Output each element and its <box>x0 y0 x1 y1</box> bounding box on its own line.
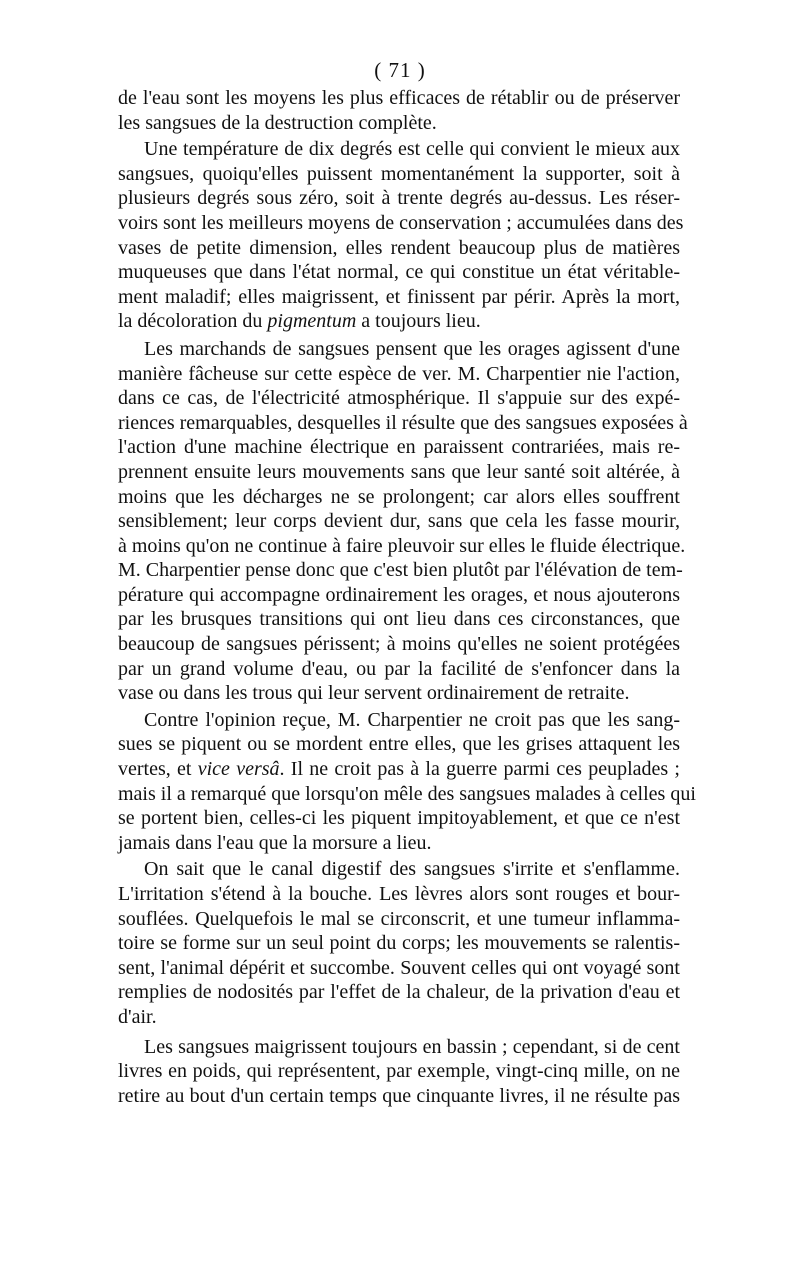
text-line: vases de petite dimension, elles rendent beaucoup plus de matières <box>118 236 680 259</box>
paragraph <box>118 86 680 135</box>
page-number: ( 71 ) <box>374 58 426 82</box>
text-line: Une température de dix degrés est celle qui convient le mieux aux <box>144 138 680 161</box>
text-line: sent, l'animal dépérit et succombe. Souvent celles qui ont voyagé sont <box>118 956 680 979</box>
text-line: pérature qui accompagne ordinairement les orages, et nous ajouterons <box>118 583 680 606</box>
text-line: se portent bien, celles-ci les piquent impitoyablement, et que ce n'est <box>118 807 680 830</box>
text-line: d'air. <box>118 1005 157 1028</box>
text-line: toire se forme sur un seul point du corps; les mouvements se ralentis- <box>118 932 680 955</box>
text-line: mais il a remarqué que lorsqu'on mêle des sangsues malades à celles qui <box>118 782 696 805</box>
text-line: Les sangsues maigrissent toujours en bassin ; cependant, si de cent <box>144 1035 680 1058</box>
text-line: souflées. Quelquefois le mal se circonscrit, et une tumeur inflamma- <box>118 907 680 930</box>
text-line: moins que les décharges ne se prolongent; car alors elles souffrent <box>118 485 680 508</box>
text-line: Contre l'opinion reçue, M. Charpentier ne croit pas que les sang- <box>144 708 680 731</box>
text-line: manière fâcheuse sur cette espèce de ver. M. Charpentier nie l'action, <box>118 362 680 385</box>
text-line: remplies de nodosités par l'effet de la chaleur, de la privation d'eau et <box>118 981 680 1004</box>
paragraph <box>118 1035 680 1109</box>
paragraph <box>118 708 696 856</box>
body-text <box>118 86 696 1108</box>
text-line: dans ce cas, de l'électricité atmosphérique. Il s'appuie sur des expé- <box>118 387 680 410</box>
paragraph <box>118 857 680 1029</box>
text-line: les sangsues de la destruction complète. <box>118 111 437 134</box>
text-line: retire au bout d'un certain temps que cinquante livres, il ne résulte pas <box>118 1084 680 1107</box>
text-line: par les brusques transitions qui ont lieu dans ces circonstances, que <box>118 608 680 631</box>
text-line: plusieurs degrés sous zéro, soit à trente degrés au-dessus. Les réser- <box>118 187 680 210</box>
text-line: vertes, et vice versâ. Il ne croit pas à la guerre parmi ces peuplades ; <box>118 758 680 781</box>
text-line: sensiblement; leur corps devient dur, sans que cela les fasse mourir, <box>118 510 680 533</box>
text-line: muqueuses que dans l'état normal, ce qui constitue un état véritable- <box>118 261 680 284</box>
text-line: Les marchands de sangsues pensent que les orages agissent d'une <box>144 337 680 360</box>
text-line: à moins qu'on ne continue à faire pleuvoir sur elles le fluide électrique. <box>118 534 686 557</box>
text-line: de l'eau sont les moyens les plus efficaces de rétablir ou de préserver <box>118 87 680 109</box>
text-line: ment maladif; elles maigrissent, et finissent par périr. Après la mort, <box>118 285 680 308</box>
text-line: par un grand volume d'eau, ou par la facilité de s'enfoncer dans la <box>118 657 680 680</box>
paragraph <box>118 137 684 334</box>
text-line: riences remarquables, desquelles il résulte que des sangsues exposées à <box>118 411 688 434</box>
text-line: M. Charpentier pense donc que c'est bien plutôt par l'élévation de tem- <box>118 559 683 582</box>
text-line: On sait que le canal digestif des sangsues s'irrite et s'enflamme. <box>144 858 680 881</box>
text-line: voirs sont les meilleurs moyens de conservation ; accumulées dans des <box>118 211 684 234</box>
text-line: l'action d'une machine électrique en paraissent contrariées, mais re- <box>118 436 680 459</box>
text-line: beaucoup de sangsues périssent; à moins qu'elles ne soient protégées <box>118 633 680 656</box>
text-line: sangsues, quoiqu'elles puissent momentanément la supporter, soit à <box>118 162 680 185</box>
text-line: jamais dans l'eau que la morsure a lieu. <box>118 831 432 854</box>
text-line: vase ou dans les trous qui leur servent ordinairement de retraite. <box>118 682 630 705</box>
paragraph <box>118 337 688 706</box>
text-line: la décoloration du pigmentum a toujours lieu. <box>118 310 481 333</box>
text-line: livres en poids, qui représentent, par exemple, vingt-cinq mille, on ne <box>118 1060 680 1083</box>
text-line: L'irritation s'étend à la bouche. Les lèvres alors sont rouges et bour- <box>118 883 680 905</box>
text-line: sues se piquent ou se mordent entre elles, que les grises attaquent les <box>118 733 680 756</box>
text-line: prennent ensuite leurs mouvements sans que leur santé soit altérée, à <box>118 460 680 483</box>
